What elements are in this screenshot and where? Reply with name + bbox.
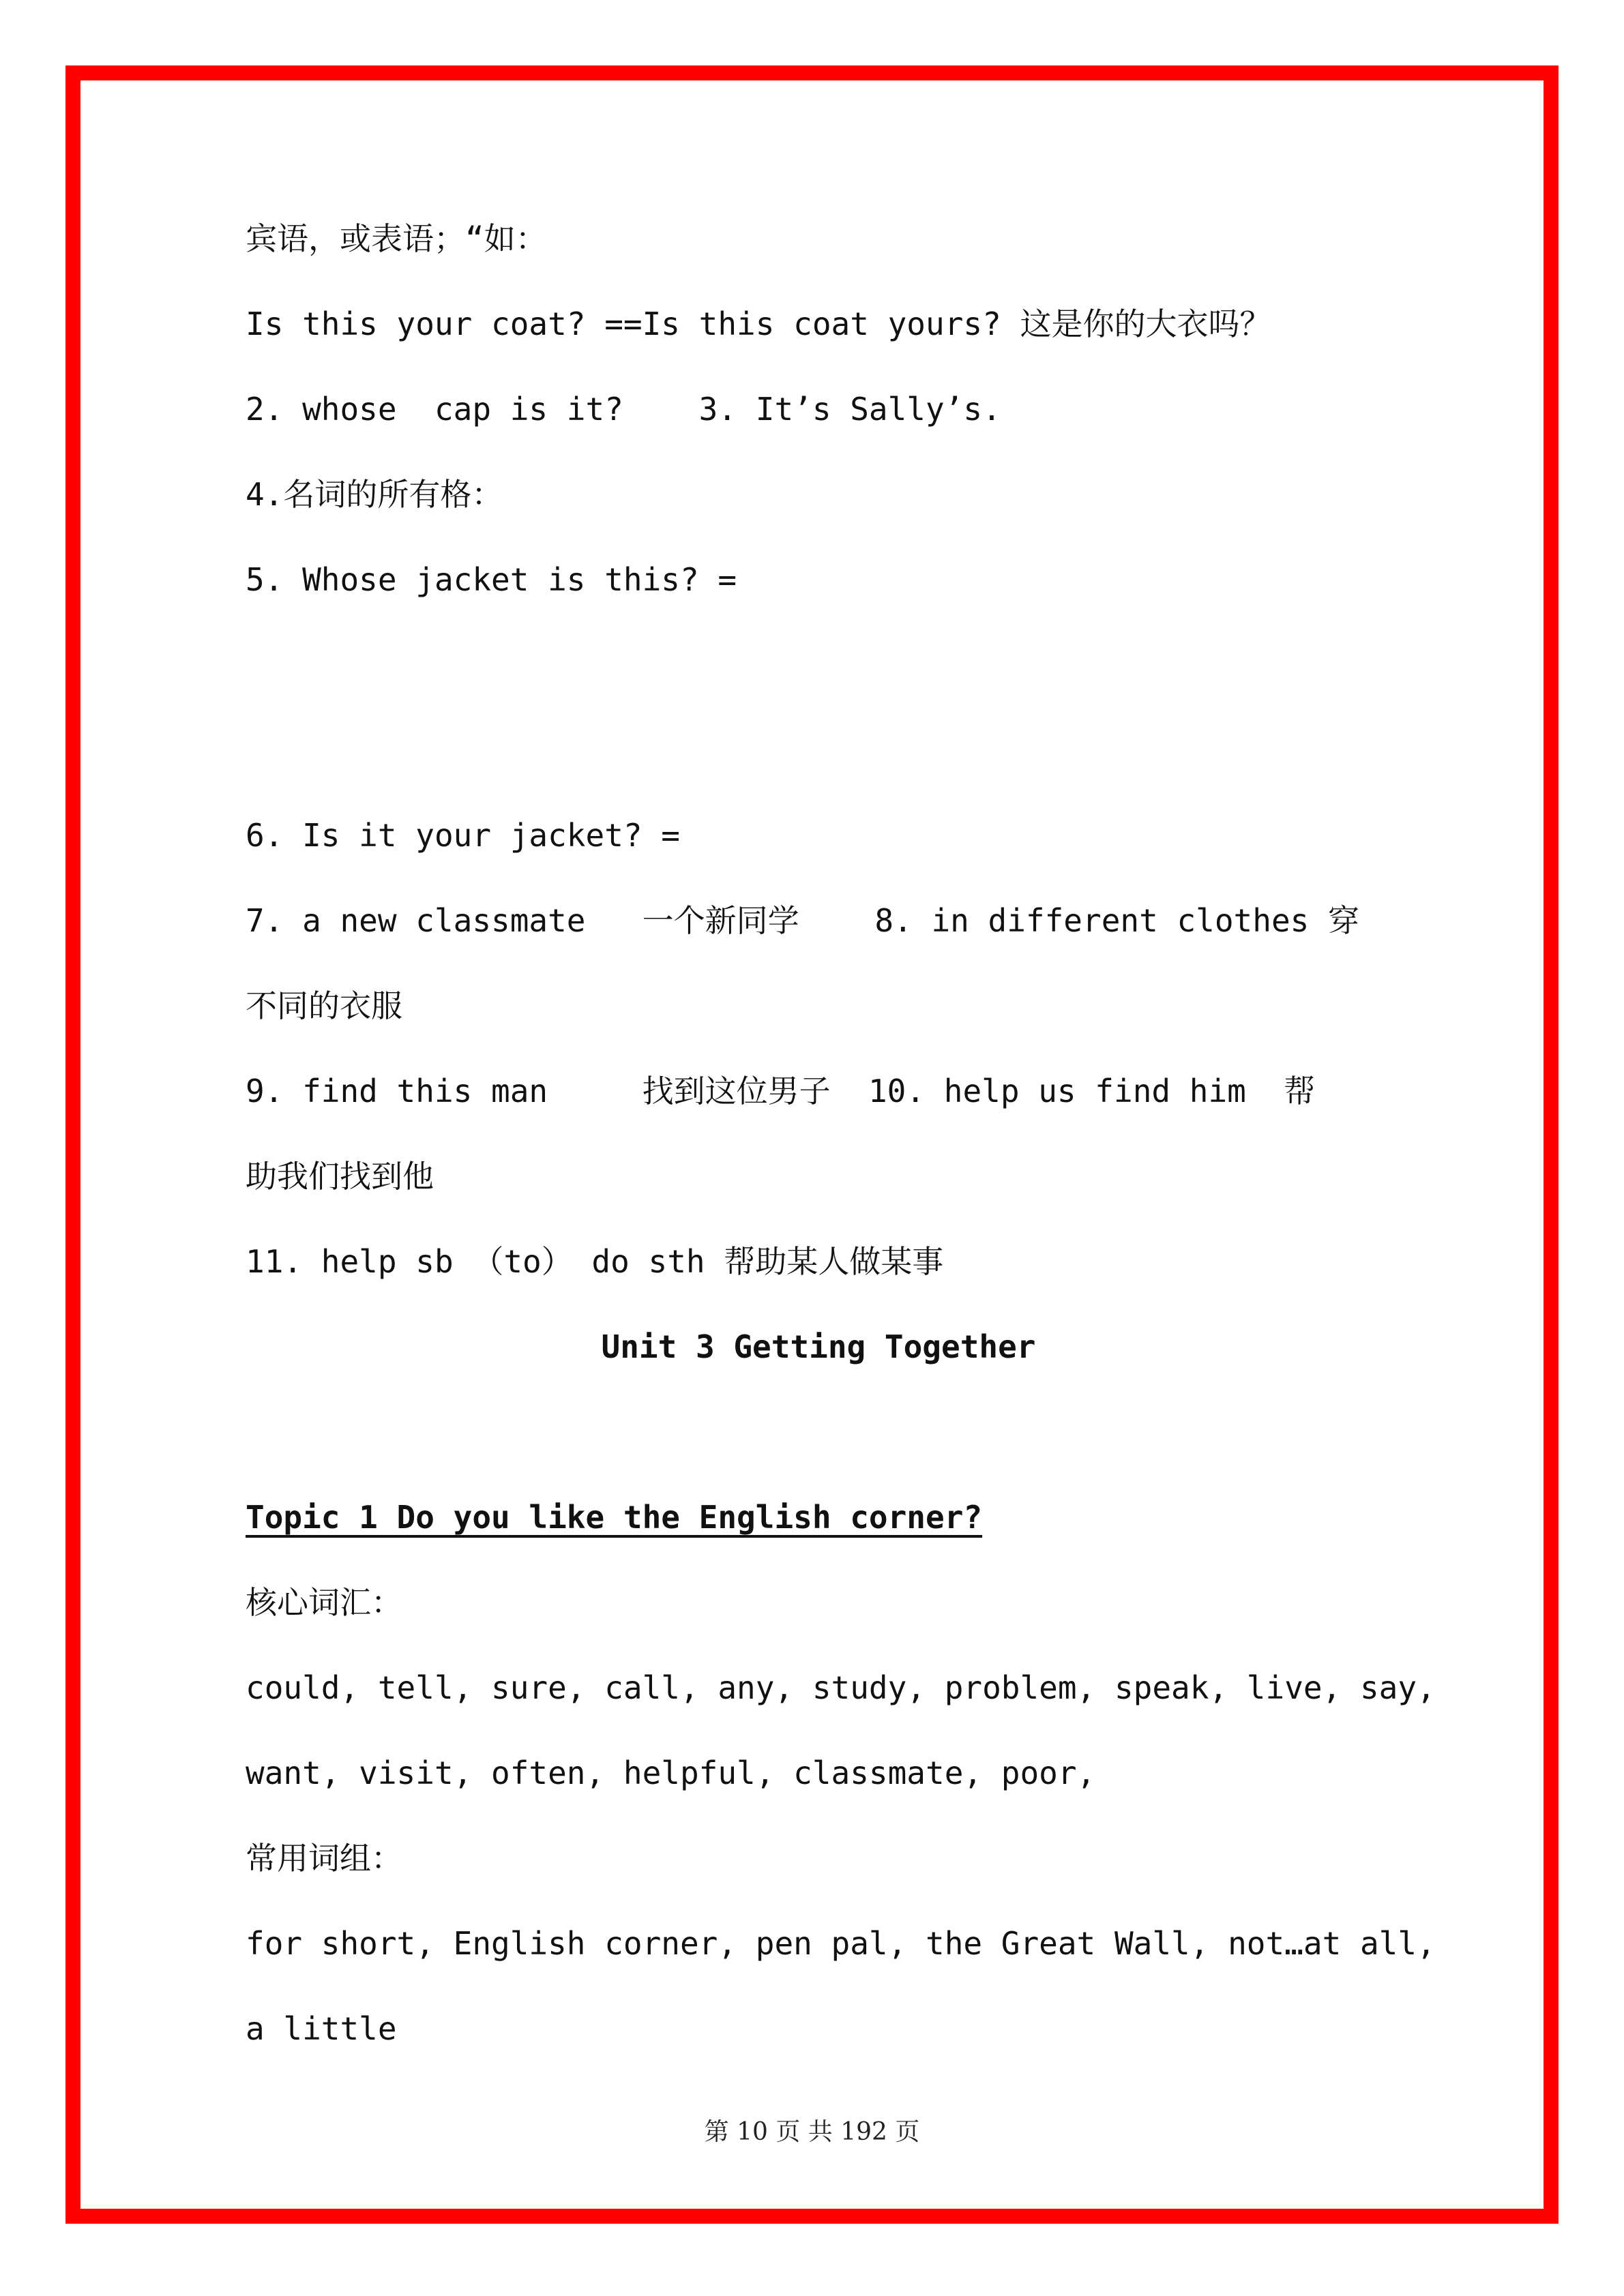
phrases-line-1: for short, English corner, pen pal, the Great Wall, not…at all, bbox=[246, 1925, 1436, 1962]
text-line-1: 宾语，或表语；“如： bbox=[246, 220, 547, 257]
core-vocab-label: 核心词汇： bbox=[246, 1584, 402, 1621]
core-vocab-line-2: want, visit, often, helpful, classmate, poor, bbox=[246, 1755, 1096, 1791]
text-line-3: 2. whose cap is it? 3. It’s Sally’s. bbox=[246, 391, 1001, 428]
page-footer: 第 10 页 共 192 页 bbox=[704, 2118, 920, 2146]
text-line-4: 4.名词的所有格： bbox=[246, 476, 503, 513]
core-vocab-line-1: could, tell, sure, call, any, study, problem, speak, live, say, bbox=[246, 1669, 1436, 1706]
text-line-11: 11. help sb （to） do sth 帮助某人做某事 bbox=[246, 1243, 944, 1280]
text-line-5: 5. Whose jacket is this? = bbox=[246, 561, 737, 598]
text-line-7: 7. a new classmate 一个新同学 8. in different clothes 穿 bbox=[246, 902, 1360, 939]
text-line-2: Is this your coat? ==Is this coat yours? 这是你的大衣吗？ bbox=[246, 305, 1271, 342]
text-line-6: 6. Is it your jacket? = bbox=[246, 817, 680, 854]
phrases-line-2: a little bbox=[246, 2010, 397, 2047]
topic-heading: Topic 1 Do you like the English corner? bbox=[246, 1499, 983, 1536]
text-line-9: 9. find this man 找到这位男子 10. help us find him 帮 bbox=[246, 1073, 1316, 1109]
text-line-10: 助我们找到他 bbox=[246, 1158, 434, 1195]
unit-heading: Unit 3 Getting Together bbox=[601, 1328, 1036, 1365]
phrases-label: 常用词组： bbox=[246, 1840, 402, 1877]
text-line-8: 不同的衣服 bbox=[246, 987, 402, 1024]
